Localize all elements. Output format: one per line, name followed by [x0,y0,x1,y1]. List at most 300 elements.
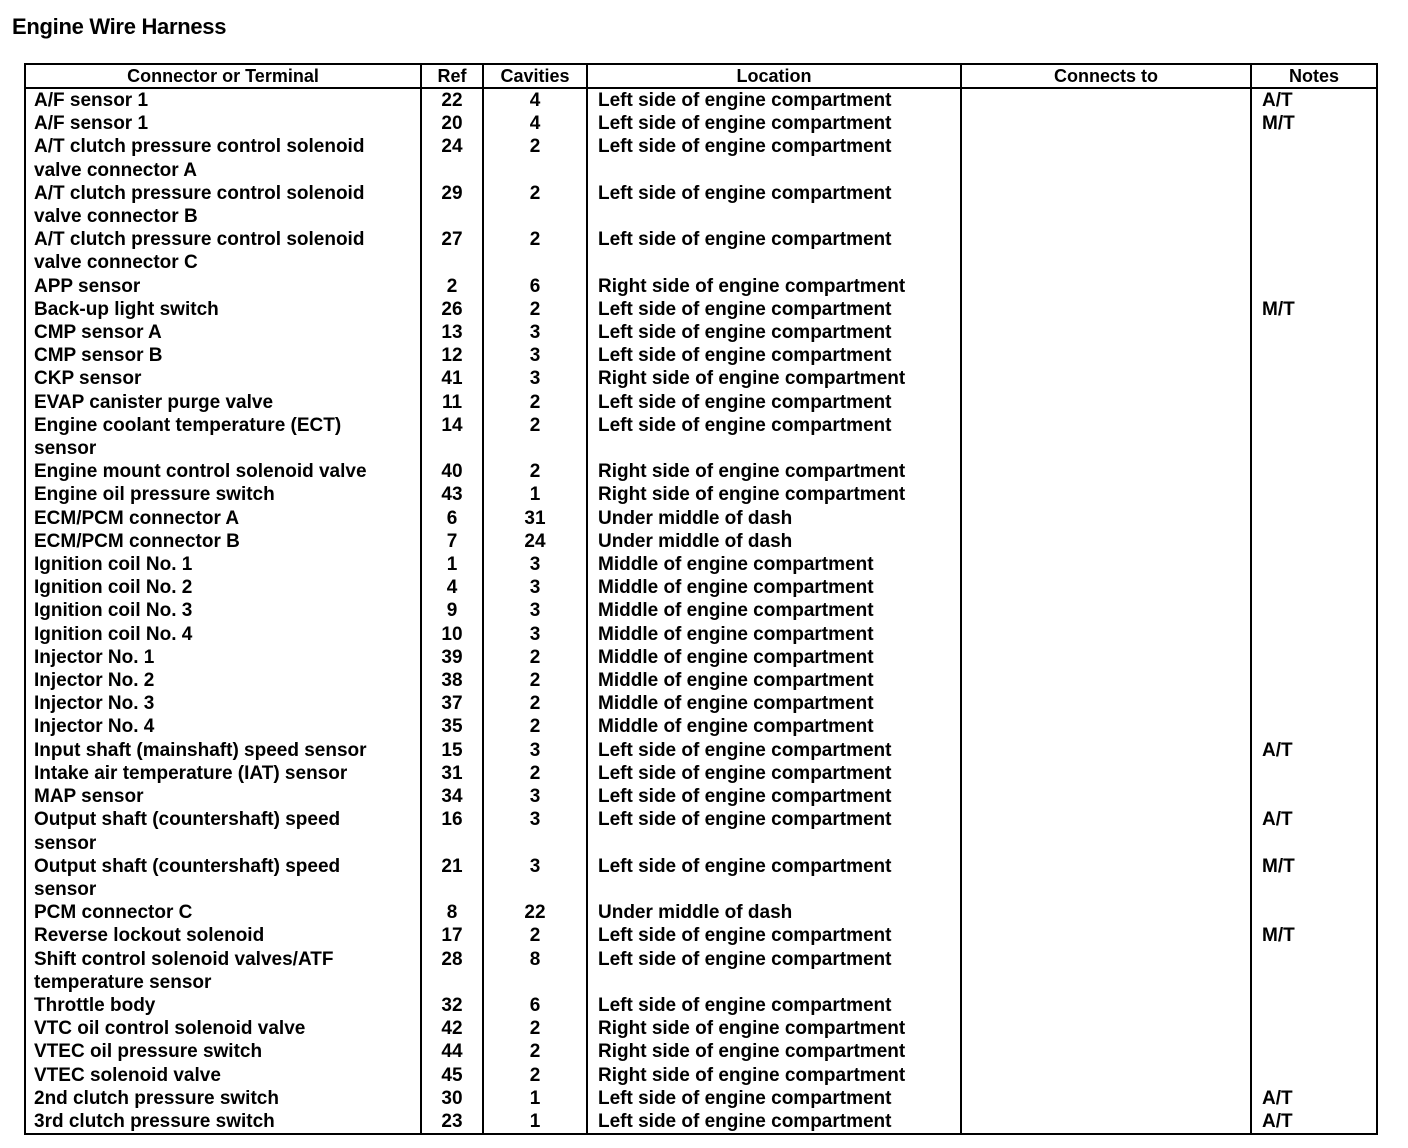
cell-cavities: 3 [483,785,587,808]
cell-location: Left side of engine compartment [587,762,961,785]
table-row [25,739,1377,762]
cell-connector [25,321,421,344]
cell-ref: 31 [421,762,483,785]
connector-name-line: Throttle body [34,994,156,1016]
table-row [25,414,1377,460]
cell-notes [1251,762,1377,785]
cell-ref: 39 [421,646,483,669]
cell-notes [1251,553,1377,576]
table-row [25,762,1377,785]
cell-location: Left side of engine compartment [587,785,961,808]
connector-name-line: A/T clutch pressure control solenoid [34,136,365,158]
cell-connects-to [961,1087,1251,1110]
cell-cavities: 24 [483,530,587,553]
table-row [25,228,1377,274]
cell-connects-to [961,924,1251,947]
cell-cavities: 2 [483,692,587,715]
cell-connector [25,507,421,530]
cell-cavities: 31 [483,507,587,530]
cell-connects-to [961,228,1251,274]
cell-notes [1251,321,1377,344]
connector-name-line: valve connector B [34,206,198,228]
cell-location: Right side of engine compartment [587,1040,961,1063]
cell-cavities: 2 [483,414,587,460]
connector-name-line: Engine coolant temperature (ECT) [34,414,342,436]
cell-notes [1251,135,1377,181]
cell-ref: 22 [421,88,483,112]
connector-name-line: Reverse lockout solenoid [34,925,265,947]
table-row [25,623,1377,646]
cell-cavities: 6 [483,275,587,298]
cell-notes: A/T [1251,739,1377,762]
cell-notes [1251,669,1377,692]
table-body [25,88,1377,1134]
cell-cavities: 2 [483,1017,587,1040]
cell-connector [25,135,421,181]
connector-name-line: Shift control solenoid valves/ATF [34,948,334,970]
table-row [25,460,1377,483]
cell-connects-to [961,646,1251,669]
connector-name-line: A/F sensor 1 [34,113,149,135]
cell-location: Middle of engine compartment [587,576,961,599]
table-row [25,1040,1377,1063]
cell-connects-to [961,739,1251,762]
cell-notes [1251,367,1377,390]
table-row [25,715,1377,738]
cell-cavities: 3 [483,367,587,390]
cell-connects-to [961,88,1251,112]
cell-connector [25,785,421,808]
cell-location: Left side of engine compartment [587,321,961,344]
cell-notes: M/T [1251,855,1377,901]
cell-connects-to [961,460,1251,483]
connector-name-line: Ignition coil No. 3 [34,600,193,622]
connector-name-line: 3rd clutch pressure switch [34,1110,275,1132]
cell-connects-to [961,1064,1251,1087]
cell-ref: 10 [421,623,483,646]
cell-connects-to [961,483,1251,506]
connector-name-line: APP sensor [34,275,141,297]
cell-notes [1251,344,1377,367]
cell-connector [25,692,421,715]
connector-name-line: Intake air temperature (IAT) sensor [34,762,348,784]
connector-name-line: Ignition coil No. 1 [34,554,193,576]
connector-name-line: CMP sensor B [34,345,163,367]
cell-connector [25,762,421,785]
cell-connector [25,298,421,321]
cell-notes [1251,1040,1377,1063]
cell-location: Left side of engine compartment [587,112,961,135]
cell-location: Left side of engine compartment [587,1087,961,1110]
column-header-connects-to: Connects to [961,64,1251,88]
cell-ref: 9 [421,599,483,622]
cell-cavities: 2 [483,1064,587,1087]
cell-connector [25,112,421,135]
cell-notes: M/T [1251,112,1377,135]
cell-cavities: 2 [483,1040,587,1063]
connector-name-line: Injector No. 4 [34,716,155,738]
cell-notes: A/T [1251,88,1377,112]
cell-ref: 6 [421,507,483,530]
cell-notes [1251,901,1377,924]
cell-ref: 38 [421,669,483,692]
cell-ref: 23 [421,1110,483,1134]
cell-ref: 43 [421,483,483,506]
connector-name-line: Engine mount control solenoid valve [34,461,367,483]
connector-name-line: Output shaft (countershaft) speed [34,855,341,877]
cell-ref: 44 [421,1040,483,1063]
table-row [25,298,1377,321]
cell-cavities: 3 [483,576,587,599]
cell-ref: 21 [421,855,483,901]
cell-connects-to [961,182,1251,228]
connector-name-line: sensor [34,878,97,900]
cell-ref: 1 [421,553,483,576]
table-row [25,785,1377,808]
cell-location: Left side of engine compartment [587,414,961,460]
cell-notes [1251,994,1377,1017]
table-row [25,646,1377,669]
cell-connector [25,530,421,553]
cell-location: Left side of engine compartment [587,739,961,762]
cell-notes: M/T [1251,298,1377,321]
connector-name-line: Ignition coil No. 2 [34,577,193,599]
cell-ref: 16 [421,808,483,854]
cell-ref: 30 [421,1087,483,1110]
cell-notes [1251,785,1377,808]
cell-connects-to [961,275,1251,298]
connector-name-line: sensor [34,438,97,460]
cell-location: Middle of engine compartment [587,669,961,692]
cell-location: Middle of engine compartment [587,646,961,669]
table-row [25,321,1377,344]
table-row [25,553,1377,576]
cell-connects-to [961,623,1251,646]
page-title: Engine Wire Harness [12,14,227,39]
connector-name-line: A/T clutch pressure control solenoid [34,229,365,251]
column-header-ref: Ref [421,64,483,88]
connector-name-line: Injector No. 2 [34,670,155,692]
table-row [25,994,1377,1017]
column-header-location: Location [587,64,961,88]
cell-location: Middle of engine compartment [587,623,961,646]
table-row [25,901,1377,924]
connector-name-line: Output shaft (countershaft) speed [34,809,341,831]
connector-name-line: VTEC oil pressure switch [34,1041,263,1063]
cell-ref: 41 [421,367,483,390]
cell-cavities: 6 [483,994,587,1017]
cell-connects-to [961,855,1251,901]
cell-cavities: 1 [483,483,587,506]
cell-connector [25,414,421,460]
cell-cavities: 2 [483,460,587,483]
cell-cavities: 2 [483,135,587,181]
connector-name-line: 2nd clutch pressure switch [34,1087,279,1109]
cell-ref: 29 [421,182,483,228]
cell-connector [25,1110,421,1134]
table-row [25,88,1377,112]
connector-name-line: CKP sensor [34,368,142,390]
cell-ref: 2 [421,275,483,298]
table-row [25,808,1377,854]
cell-location: Left side of engine compartment [587,948,961,994]
connector-name-line: Injector No. 1 [34,646,155,668]
cell-cavities: 1 [483,1087,587,1110]
cell-ref: 20 [421,112,483,135]
cell-connects-to [961,135,1251,181]
table-row [25,599,1377,622]
connector-name-line: sensor [34,832,97,854]
cell-ref: 12 [421,344,483,367]
cell-ref: 8 [421,901,483,924]
cell-location: Under middle of dash [587,530,961,553]
cell-location: Middle of engine compartment [587,692,961,715]
cell-connector [25,483,421,506]
cell-connects-to [961,344,1251,367]
cell-notes [1251,715,1377,738]
table-row [25,576,1377,599]
cell-cavities: 3 [483,321,587,344]
cell-ref: 4 [421,576,483,599]
cell-connector [25,367,421,390]
cell-connects-to [961,576,1251,599]
cell-notes: A/T [1251,1110,1377,1134]
cell-connector [25,739,421,762]
cell-location: Right side of engine compartment [587,483,961,506]
cell-connects-to [961,1110,1251,1134]
cell-connects-to [961,1040,1251,1063]
cell-connector [25,808,421,854]
connector-name-line: Back-up light switch [34,298,219,320]
cell-ref: 40 [421,460,483,483]
connector-name-line: PCM connector C [34,902,193,924]
cell-connects-to [961,994,1251,1017]
cell-connects-to [961,901,1251,924]
cell-ref: 13 [421,321,483,344]
cell-connects-to [961,948,1251,994]
cell-ref: 24 [421,135,483,181]
cell-location: Left side of engine compartment [587,88,961,112]
cell-cavities: 3 [483,599,587,622]
cell-notes [1251,414,1377,460]
cell-cavities: 2 [483,228,587,274]
table-row [25,692,1377,715]
connector-name-line: ECM/PCM connector B [34,530,240,552]
cell-cavities: 8 [483,948,587,994]
cell-connector [25,553,421,576]
connector-name-line: ECM/PCM connector A [34,507,240,529]
cell-location: Left side of engine compartment [587,391,961,414]
connector-name-line: Engine oil pressure switch [34,484,275,506]
cell-connects-to [961,1017,1251,1040]
cell-notes [1251,460,1377,483]
cell-cavities: 22 [483,901,587,924]
cell-location: Left side of engine compartment [587,135,961,181]
cell-connector [25,275,421,298]
table-row [25,669,1377,692]
cell-notes [1251,948,1377,994]
cell-connects-to [961,321,1251,344]
cell-connects-to [961,808,1251,854]
cell-cavities: 2 [483,924,587,947]
cell-cavities: 2 [483,646,587,669]
connector-name-line: EVAP canister purge valve [34,391,274,413]
cell-connector [25,669,421,692]
cell-connector [25,715,421,738]
cell-connects-to [961,298,1251,321]
cell-connects-to [961,715,1251,738]
cell-cavities: 2 [483,715,587,738]
cell-notes: A/T [1251,1087,1377,1110]
cell-notes: M/T [1251,924,1377,947]
cell-ref: 11 [421,391,483,414]
table-row [25,112,1377,135]
cell-connects-to [961,692,1251,715]
cell-connector [25,948,421,994]
cell-notes [1251,483,1377,506]
cell-connector [25,1017,421,1040]
cell-location: Left side of engine compartment [587,808,961,854]
cell-notes [1251,1064,1377,1087]
cell-location: Right side of engine compartment [587,367,961,390]
cell-notes [1251,228,1377,274]
cell-ref: 45 [421,1064,483,1087]
cell-connects-to [961,762,1251,785]
cell-connects-to [961,414,1251,460]
cell-location: Right side of engine compartment [587,1064,961,1087]
connector-name-line: Input shaft (mainshaft) speed sensor [34,739,367,761]
cell-cavities: 2 [483,182,587,228]
cell-connector [25,855,421,901]
cell-ref: 26 [421,298,483,321]
cell-connector [25,391,421,414]
cell-location: Middle of engine compartment [587,553,961,576]
cell-connector [25,228,421,274]
cell-connects-to [961,785,1251,808]
cell-cavities: 3 [483,739,587,762]
table-row [25,1110,1377,1134]
cell-ref: 27 [421,228,483,274]
cell-connects-to [961,507,1251,530]
connector-name-line: MAP sensor [34,786,144,808]
cell-location: Right side of engine compartment [587,460,961,483]
column-header-connector: Connector or Terminal [25,64,421,88]
connector-name-line: VTC oil control solenoid valve [34,1018,306,1040]
cell-cavities: 2 [483,762,587,785]
cell-location: Left side of engine compartment [587,994,961,1017]
cell-ref: 7 [421,530,483,553]
cell-ref: 34 [421,785,483,808]
cell-connects-to [961,530,1251,553]
cell-connects-to [961,367,1251,390]
cell-notes [1251,692,1377,715]
cell-connector [25,994,421,1017]
cell-notes [1251,576,1377,599]
cell-notes: A/T [1251,808,1377,854]
cell-location: Left side of engine compartment [587,855,961,901]
connector-name-line: A/T clutch pressure control solenoid [34,182,365,204]
cell-notes [1251,182,1377,228]
cell-ref: 37 [421,692,483,715]
cell-ref: 35 [421,715,483,738]
cell-notes [1251,275,1377,298]
cell-connector [25,460,421,483]
cell-ref: 32 [421,994,483,1017]
table-row [25,530,1377,553]
connector-name-line: valve connector C [34,252,198,274]
cell-connects-to [961,391,1251,414]
table-row [25,924,1377,947]
table-row [25,483,1377,506]
cell-cavities: 2 [483,669,587,692]
cell-location: Left side of engine compartment [587,344,961,367]
cell-location: Middle of engine compartment [587,599,961,622]
cell-location: Right side of engine compartment [587,1017,961,1040]
cell-cavities: 3 [483,855,587,901]
cell-connector [25,1040,421,1063]
connector-name-line: CMP sensor A [34,322,162,344]
cell-connector [25,646,421,669]
cell-ref: 42 [421,1017,483,1040]
cell-connector [25,182,421,228]
table-row [25,344,1377,367]
connector-name-line: Ignition coil No. 4 [34,623,193,645]
cell-location: Left side of engine compartment [587,1110,961,1134]
cell-notes [1251,391,1377,414]
cell-location: Left side of engine compartment [587,182,961,228]
cell-location: Left side of engine compartment [587,228,961,274]
cell-connector [25,1064,421,1087]
cell-cavities: 3 [483,553,587,576]
column-header-cavities: Cavities [483,64,587,88]
table-row [25,1017,1377,1040]
table-header-row [25,64,1377,88]
table-row [25,182,1377,228]
cell-cavities: 4 [483,88,587,112]
cell-cavities: 3 [483,623,587,646]
table-row [25,507,1377,530]
connector-name-line: Injector No. 3 [34,693,155,715]
cell-notes [1251,530,1377,553]
table-row [25,275,1377,298]
cell-cavities: 2 [483,391,587,414]
cell-notes [1251,646,1377,669]
cell-notes [1251,623,1377,646]
table-row [25,948,1377,994]
cell-notes [1251,599,1377,622]
cell-location: Middle of engine compartment [587,715,961,738]
cell-cavities: 1 [483,1110,587,1134]
cell-cavities: 3 [483,344,587,367]
cell-cavities: 3 [483,808,587,854]
column-header-notes: Notes [1251,64,1377,88]
cell-connector [25,576,421,599]
table-row [25,1087,1377,1110]
cell-location: Under middle of dash [587,901,961,924]
cell-notes [1251,507,1377,530]
cell-connector [25,623,421,646]
connector-name-line: valve connector A [34,159,197,181]
harness-table [24,63,1378,1135]
cell-location: Right side of engine compartment [587,275,961,298]
cell-location: Left side of engine compartment [587,298,961,321]
cell-connector [25,344,421,367]
cell-connector [25,901,421,924]
table-row [25,367,1377,390]
cell-cavities: 4 [483,112,587,135]
cell-connector [25,1087,421,1110]
table-row [25,135,1377,181]
